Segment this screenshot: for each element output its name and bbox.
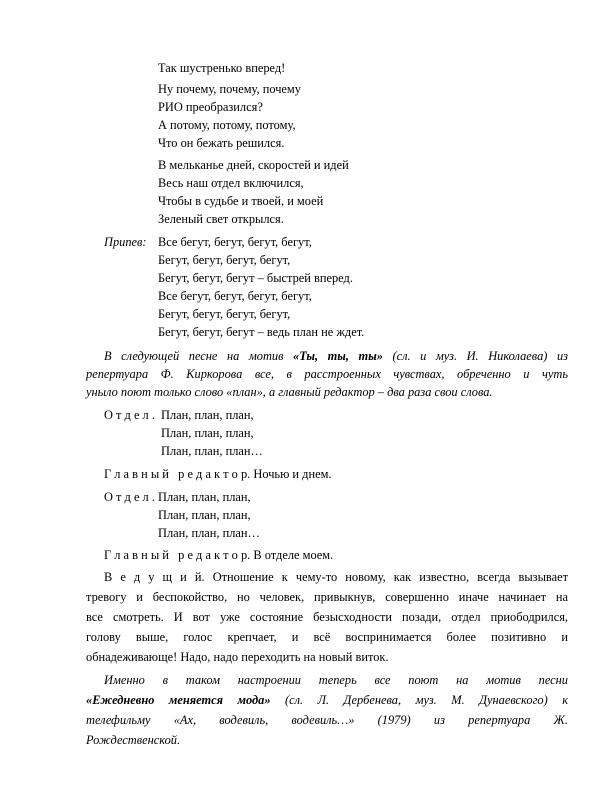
song1-line-5: Что он бежать решился. [158,136,285,150]
redactor-row-1 [104,466,332,482]
host-label: В е д у щ и й [104,570,202,584]
redactor-row-2 [104,547,333,563]
host-line-3: все смотреть. И вот уже состояние безысходности позади, отдел приободрился, [86,610,568,624]
chorus-label: Припев: [104,235,147,249]
otdel-line-2: План, план, план, [161,426,254,440]
intro2-line-2: репертуара Ф. Киркорова все, в расстроенных чувствах, обреченно и чуть [86,367,568,381]
redactor-label-1: Г л а в н ы й р е д а к т о р [104,467,248,481]
intro3-line-2 [86,692,568,708]
song1-line-6: В мельканье дней, скоростей и идей [158,158,349,172]
host-line-1 [86,569,568,585]
otdel-line-1: План, план, план, [161,408,254,422]
redactor-line-1: . Ночью и днем. [247,467,332,481]
intro2-line-3: уныло поют только слово «план», а главный редактор – два раза свои слова. [86,385,493,399]
intro2-text-2: (сл. и муз. И. Николаева) из [382,349,568,363]
host-text-1: . Отношение к чему-то новому, как известно, всегда вызывает [201,570,568,584]
song1-line-7: Весь наш отдел включился, [158,176,304,190]
chorus-line-2: Бегут, бегут, бегут, бегут, [158,253,291,267]
chorus-line-6: Бегут, бегут, бегут – ведь план не ждет. [158,325,365,339]
intro2-song-title: «Ты, ты, ты» [293,349,383,363]
host-line-5: обнадеживающе! Надо, надо переходить на новый виток. [86,650,389,664]
intro3-song-title: «Ежедневно меняется мода» [86,693,271,707]
intro2-text-1: В следующей песне на мотив [104,349,294,363]
intro3-line-4: Рождественской. [86,733,181,747]
otdel-line-4: План, план, план, [158,490,251,504]
song1-line-2: Ну почему, почему, почему [158,82,301,96]
intro3-line-1 [86,672,568,688]
otdel-label-2: О т д е л . [104,490,155,504]
intro3-text-1: Именно в таком настроении теперь все поют на мотив песни [104,673,568,687]
chorus-line-4: Все бегут, бегут, бегут, бегут, [158,289,312,303]
otdel-line-5: План, план, план, [158,508,251,522]
chorus-line-3: Бегут, бегут, бегут – быстрей вперед. [158,271,353,285]
otdel-line-6: План, план, план… [158,526,260,540]
redactor-label-2: Г л а в н ы й р е д а к т о р [104,548,248,562]
chorus-line-5: Бегут, бегут, бегут, бегут, [158,307,291,321]
intro3-text-2: (сл. Л. Дербенева, муз. М. Дунаевского) к [270,693,568,707]
song1-line-8: Чтобы в судьбе и твоей, и моей [158,194,324,208]
song1-line-1: Так шустренько вперед! [158,61,286,75]
song1-line-4: А потому, потому, потому, [158,118,296,132]
intro3-line-3: телефильму «Ах, водевиль, водевиль…» (1979) из репертуара Ж. [86,713,568,727]
otdel-line-3: План, план, план… [161,444,263,458]
redactor-line-2: . В отделе моем. [247,548,334,562]
chorus-line-1: Все бегут, бегут, бегут, бегут, [158,235,312,249]
otdel-label-1: О т д е л . [104,408,155,422]
song1-line-9: Зеленый свет открылся. [158,212,284,226]
song1-line-3: РИО преобразился? [158,100,263,114]
intro2-line-1 [86,348,568,364]
host-line-4: голову выше, голос крепчает, и всё воспринимается более позитивно и [86,630,568,644]
host-line-2: тревогу и беспокойство, но человек, привыкнув, совершенно иначе начинает на [86,590,568,604]
